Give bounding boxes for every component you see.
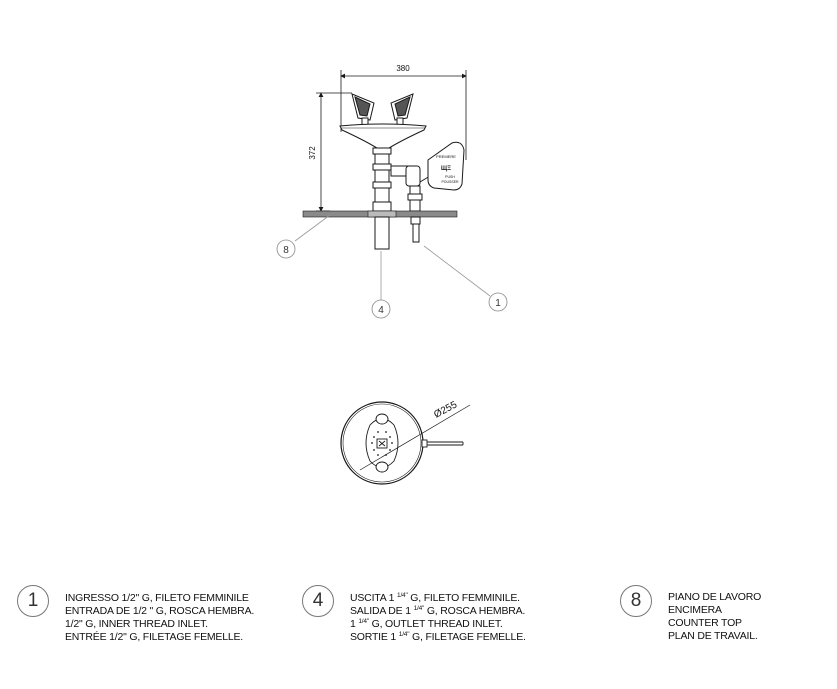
legend-4-line-sup: 1/4"	[398, 631, 410, 638]
handle-arm-top	[422, 440, 463, 447]
callout-1-number: 1	[495, 298, 501, 309]
svg-text:ЩΞ: ЩΞ	[441, 166, 451, 172]
legend-4-line-pre: USCITA 1	[350, 592, 398, 604]
svg-text:PUSH: PUSH	[445, 175, 455, 179]
legend-8-line: PIANO DE LAVORO	[668, 591, 762, 603]
legend-8-number: 8	[620, 585, 652, 617]
left-spray-head	[352, 94, 374, 126]
legend-4-line-pre: 1	[350, 618, 359, 630]
callout-4	[372, 300, 390, 318]
legend-1-line: ENTRADA DE 1/2 " G, ROSCA HEMBRA.	[65, 605, 255, 617]
legend-4-line	[350, 631, 526, 644]
legend-item-inlet	[17, 585, 254, 644]
leader-lines	[295, 215, 490, 300]
legend-4-line-pre: SALIDA DE 1	[350, 605, 414, 617]
legend-item-counter-top	[620, 585, 761, 643]
push-handle	[420, 142, 464, 190]
callout-1	[489, 293, 507, 311]
legend-1-line: INGRESSO 1/2" G, FILETO FEMMINILE	[65, 592, 249, 604]
legend-item-outlet	[302, 585, 526, 644]
basin-bowl	[340, 124, 426, 150]
legend-4-text	[350, 592, 526, 644]
callout-4-number: 4	[378, 305, 384, 316]
callout-8-number: 8	[283, 245, 289, 256]
legend-8-line: COUNTER TOP	[668, 617, 742, 629]
legend-4-line	[350, 618, 526, 631]
legend-4-line-post: G, FILETO FEMMINILE.	[407, 592, 520, 604]
front-view	[277, 64, 507, 318]
legend-4-line	[350, 592, 526, 605]
pedestal-column	[373, 148, 391, 211]
legend-4-line	[350, 605, 526, 618]
legend-4-line-pre: SORTIE 1	[350, 631, 399, 643]
width-dimension-label: 380	[396, 64, 410, 73]
legend-4-number: 4	[302, 585, 334, 617]
right-spray-head	[391, 94, 413, 126]
drain-pipe	[375, 217, 389, 249]
top-view	[341, 399, 470, 484]
legend-4-line-sup: 1/4"	[413, 605, 425, 612]
svg-text:PREMERE: PREMERE	[436, 154, 456, 159]
supply-elbow	[391, 166, 422, 211]
legend-4-line-sup: 1/4"	[397, 592, 408, 599]
legend-1-number: 1	[17, 585, 49, 617]
diameter-label: Ø255	[432, 399, 460, 421]
counter-top	[303, 211, 457, 217]
legend-1-text	[65, 592, 254, 644]
legend-1-line: 1/2" G, INNER THREAD INLET.	[65, 618, 208, 630]
legend-8-line: PLAN DE TRAVAIL.	[668, 630, 758, 642]
height-dimension	[316, 93, 352, 211]
svg-text:POUSSER: POUSSER	[441, 180, 459, 184]
legend-4-line-post: G, FILETAGE FEMELLE.	[409, 631, 526, 643]
legend-4-line-post: G, ROSCA HEMBRA.	[424, 605, 526, 617]
legend-4-line-sup: 1/4"	[358, 618, 369, 625]
legend-8-line: ENCIMERA	[668, 604, 722, 616]
inlet-pipe	[411, 217, 420, 242]
callout-8	[277, 240, 295, 258]
legend-8-text	[668, 591, 761, 643]
height-dimension-label: 372	[308, 146, 317, 160]
legend-4-line-post: G, OUTLET THREAD INLET.	[368, 618, 503, 630]
legend-1-line: ENTRÉE 1/2" G, FILETAGE FEMELLE.	[65, 631, 244, 643]
